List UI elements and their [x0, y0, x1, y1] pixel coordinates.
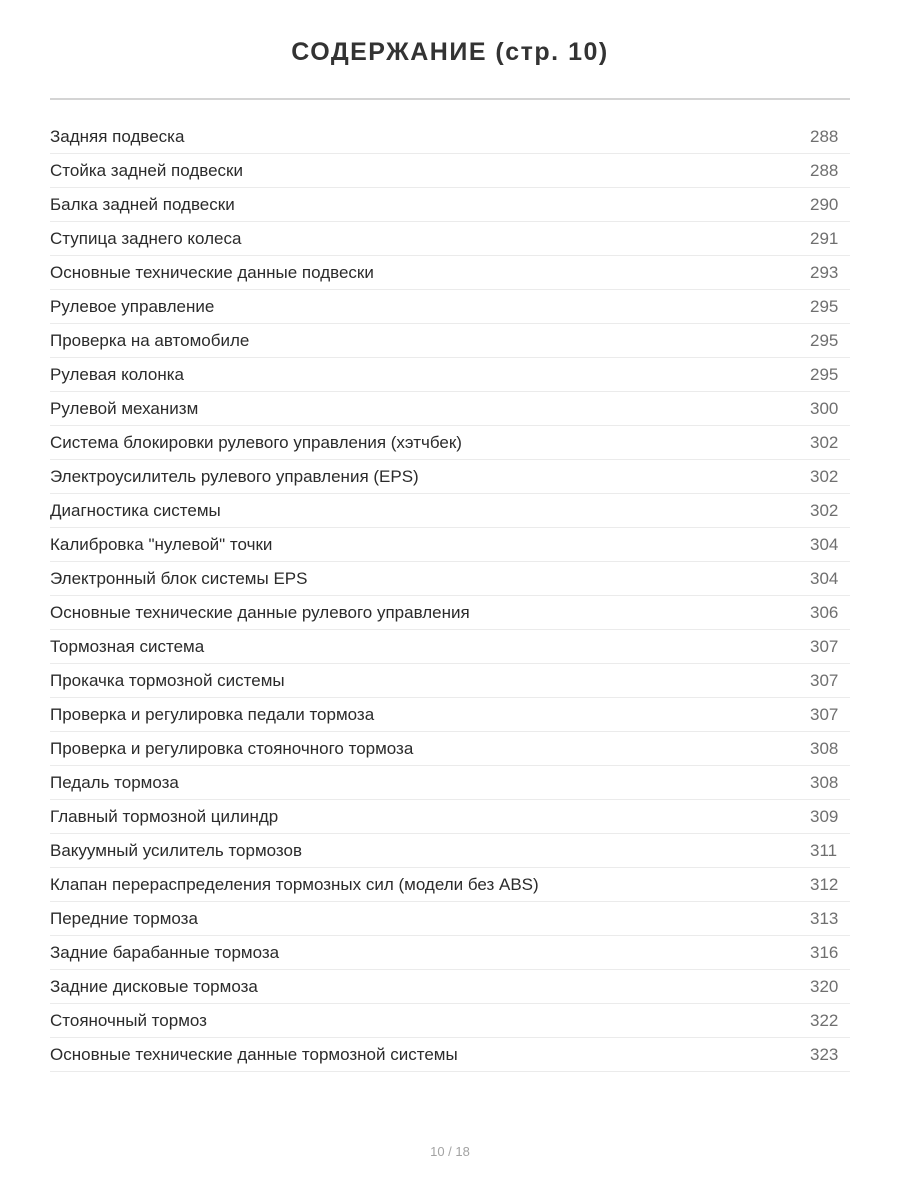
toc-entry[interactable] — [50, 358, 850, 392]
toc-entry[interactable] — [50, 970, 850, 1004]
toc-entry[interactable] — [50, 834, 850, 868]
toc-entry-page: 293 — [810, 263, 839, 282]
toc-entry-page: 307 — [810, 671, 839, 690]
toc-entry-title: Электроусилитель рулевого управления (EPS) — [50, 467, 419, 486]
toc-entry-title: Проверка и регулировка стояночного тормоза — [50, 739, 414, 758]
toc-entry-title: Проверка на автомобиле — [50, 331, 250, 350]
page-number: 10 / 18 — [430, 1144, 470, 1159]
toc-entry[interactable] — [50, 630, 850, 664]
toc-entry-title: Калибровка "нулевой" точки — [50, 535, 273, 554]
toc-entry-page: 316 — [810, 943, 839, 962]
toc-entry[interactable] — [50, 698, 850, 732]
toc-entry-title: Рулевое управление — [50, 297, 215, 316]
toc-entry[interactable] — [50, 936, 850, 970]
toc-entry[interactable] — [50, 188, 850, 222]
toc-entry[interactable] — [50, 902, 850, 936]
toc-entry[interactable] — [50, 800, 850, 834]
toc-entry-page: 290 — [810, 195, 839, 214]
toc-entry-title: Рулевой механизм — [50, 399, 199, 418]
toc-entry-title: Стойка задней подвески — [50, 161, 243, 180]
toc-entry[interactable] — [50, 324, 850, 358]
table-of-contents — [50, 120, 850, 1072]
toc-entry-page: 288 — [810, 161, 839, 180]
toc-entry-page: 302 — [810, 433, 839, 452]
toc-entry-page: 307 — [810, 705, 839, 724]
toc-entry-page: 302 — [810, 467, 839, 486]
toc-entry-page: 295 — [810, 331, 839, 350]
toc-entry-page: 306 — [810, 603, 839, 622]
toc-entry-title: Тормозная система — [50, 637, 205, 656]
toc-entry-page: 304 — [810, 569, 839, 588]
page-title: СОДЕРЖАНИЕ (стр. 10) — [291, 38, 609, 66]
toc-entry-title: Задние барабанные тормоза — [50, 943, 280, 962]
toc-entry[interactable] — [50, 562, 850, 596]
toc-entry[interactable] — [50, 392, 850, 426]
toc-entry[interactable] — [50, 1038, 850, 1072]
title-divider — [50, 98, 850, 100]
toc-entry[interactable] — [50, 460, 850, 494]
toc-entry-page: 300 — [810, 399, 839, 418]
toc-entry-page: 323 — [810, 1045, 839, 1064]
toc-entry[interactable] — [50, 664, 850, 698]
toc-entry-page: 313 — [810, 909, 839, 928]
toc-entry-page: 288 — [810, 127, 839, 146]
toc-entry-title: Рулевая колонка — [50, 365, 184, 384]
toc-entry-page: 322 — [810, 1011, 839, 1030]
toc-entry-title: Главный тормозной цилиндр — [50, 807, 279, 826]
toc-entry-title: Основные технические данные подвески — [50, 263, 374, 282]
toc-entry-title: Диагностика системы — [50, 501, 221, 520]
toc-entry[interactable] — [50, 596, 850, 630]
toc-entry-title: Стояночный тормоз — [50, 1011, 207, 1030]
toc-entry-title: Передние тормоза — [50, 909, 198, 928]
toc-entry-page: 320 — [810, 977, 839, 996]
toc-entry-page: 291 — [810, 229, 839, 248]
toc-entry-title: Основные технические данные рулевого управления — [50, 603, 470, 622]
toc-entry-page: 312 — [810, 875, 839, 894]
toc-entry-title: Система блокировки рулевого управления (хэтчбек) — [50, 433, 462, 452]
toc-entry-title: Педаль тормоза — [50, 773, 179, 792]
toc-entry[interactable] — [50, 256, 850, 290]
toc-entry-title: Вакуумный усилитель тормозов — [50, 841, 302, 860]
toc-entry-title: Клапан перераспределения тормозных сил (модели без ABS) — [50, 875, 539, 894]
toc-entry[interactable] — [50, 494, 850, 528]
toc-entry-title: Прокачка тормозной системы — [50, 671, 285, 690]
toc-entry[interactable] — [50, 154, 850, 188]
toc-entry-title: Ступица заднего колеса — [50, 229, 242, 248]
toc-entry[interactable] — [50, 1004, 850, 1038]
toc-entry[interactable] — [50, 766, 850, 800]
toc-entry-title: Задняя подвеска — [50, 127, 185, 146]
toc-entry-title: Задние дисковые тормоза — [50, 977, 258, 996]
toc-entry[interactable] — [50, 120, 850, 154]
toc-entry-page: 295 — [810, 365, 839, 384]
toc-entry[interactable] — [50, 868, 850, 902]
toc-entry-page: 308 — [810, 773, 839, 792]
toc-entry[interactable] — [50, 528, 850, 562]
toc-entry-page: 302 — [810, 501, 839, 520]
toc-entry-page: 304 — [810, 535, 839, 554]
toc-entry-title: Электронный блок системы EPS — [50, 569, 308, 588]
toc-entry-title: Балка задней подвески — [50, 195, 235, 214]
toc-entry[interactable] — [50, 290, 850, 324]
toc-entry[interactable] — [50, 426, 850, 460]
toc-entry-page: 307 — [810, 637, 839, 656]
toc-entry[interactable] — [50, 732, 850, 766]
toc-entry-page: 311 — [810, 841, 838, 860]
toc-entry-page: 309 — [810, 807, 839, 826]
toc-entry-page: 308 — [810, 739, 839, 758]
toc-entry-title: Основные технические данные тормозной системы — [50, 1045, 458, 1064]
toc-entry[interactable] — [50, 222, 850, 256]
toc-entry-title: Проверка и регулировка педали тормоза — [50, 705, 375, 724]
toc-entry-page: 295 — [810, 297, 839, 316]
